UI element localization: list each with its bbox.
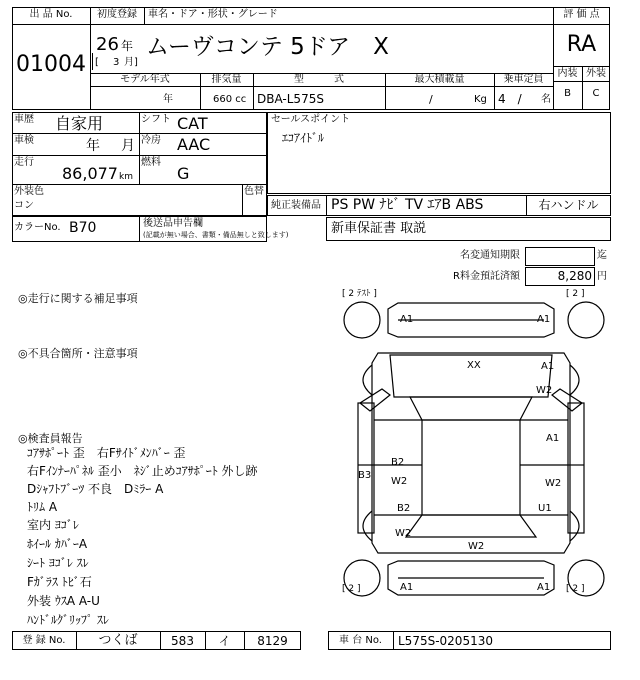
type-label: 型 式 [294, 74, 344, 85]
registration-place: つくば [98, 633, 138, 648]
divider [393, 631, 394, 650]
corner-label-br: [ 2 ] [566, 584, 585, 594]
lot-no-label: 出 品 No. [29, 9, 73, 20]
damage-mark: A1 [541, 361, 555, 372]
inspection-month: 月 [121, 138, 135, 154]
report-line: Dｼｬﾌﾄﾌﾞｰﾂ 不良 Dﾐﾗｰ A [27, 482, 164, 496]
damage-mark: A1 [537, 582, 551, 593]
interior-label: 内装 [557, 68, 578, 79]
reg-month-open: [ [95, 57, 99, 68]
chassis-number: L575S-0205130 [398, 634, 493, 648]
divider [553, 24, 610, 25]
handle: 右ハンドル [538, 198, 599, 212]
corner-label-tr: [ 2 ] [566, 289, 585, 299]
capacity-unit: 名 [541, 94, 551, 105]
bracket-mark [92, 53, 93, 70]
docs-note: (記載が無い場合、書類・備品無しと致します) [143, 231, 289, 239]
report-line: 室内 ﾖｺﾞﾚ [27, 518, 79, 532]
registration-kana: イ [218, 634, 231, 648]
damage-mark: B3 [358, 470, 372, 481]
rear-glass-outline [406, 515, 536, 537]
mileage-label: 走行 [14, 157, 34, 168]
max-load-unit: Kg [474, 94, 487, 105]
divider [12, 24, 90, 25]
usage-label: 車歴 [14, 114, 34, 125]
mirror-left-icon [360, 389, 390, 411]
model-year-label: モデル年式 [120, 74, 170, 85]
report-line: ｼｰﾄ ﾖｺﾞﾚ ｽﾚ [27, 556, 89, 570]
report-line: ﾊﾝﾄﾞﾙｸﾞﾘｯﾌﾟ ｽﾚ [27, 613, 109, 627]
docs-label: 後送品申告欄 [143, 218, 203, 229]
year-unit: 年 [121, 39, 134, 53]
docs: 新車保証書 取説 [331, 221, 427, 236]
damage-mark: W2 [536, 385, 553, 396]
sales-point-label: セールスポイント [271, 114, 351, 125]
damage-mark: B2 [391, 457, 405, 468]
registration-number: 8129 [257, 634, 288, 648]
damage-mark: U1 [538, 503, 552, 514]
divider [144, 7, 145, 24]
damage-mark: A1 [546, 433, 560, 444]
reg-month: 3 [113, 57, 120, 68]
usage: 自家用 [55, 114, 104, 133]
report-line: ｺｱｻﾎﾟｰﾄ 歪 右Fｻｲﾄﾞﾒﾝﾊﾞｰ 歪 [27, 446, 186, 460]
divider [90, 86, 553, 87]
damage-mark: W2 [545, 478, 562, 489]
vehicle-label: 車名・ドア・形状・グレード [148, 9, 278, 20]
driving-notes-title: ◎走行に関する補足事項 [18, 292, 138, 305]
mileage: 86,077 [62, 164, 118, 183]
wheel-arch [363, 365, 372, 395]
displacement: 660 cc [213, 94, 247, 105]
car-damage-diagram [330, 285, 612, 615]
windshield-outline [410, 397, 532, 420]
divider [90, 7, 91, 110]
equipment: PS PW ﾅﾋﾞ TV ｴｱB ABS [331, 197, 484, 213]
equipment-label: 純正装備品 [271, 200, 321, 211]
reg-month-unit: 月] [124, 57, 138, 68]
divider [90, 24, 553, 25]
report-line: ﾄﾘﾑ A [27, 500, 58, 514]
inspector-report-title: ◎検査員報告 [18, 432, 83, 445]
damage-mark: B2 [397, 503, 411, 514]
recycle-unit: 円 [597, 271, 607, 282]
interior-grade: B [564, 88, 571, 99]
tire-front-right-icon [568, 302, 604, 338]
damage-mark: W2 [391, 476, 408, 487]
report-line: 外装 ｳｽA A-U [27, 594, 100, 608]
damage-mark: A1 [537, 314, 551, 325]
report-line: 右Fｲﾝﾅｰﾊﾟﾈﾙ 歪小 ﾈｼﾞ止めｺｱｻﾎﾟｰﾄ 外し跡 [27, 464, 258, 478]
inspection-label: 車検 [14, 135, 34, 146]
ac: AAC [177, 135, 211, 154]
score: RA [566, 32, 597, 57]
inspection-year: 年 [86, 138, 100, 154]
recycle-amount: 8,280 [557, 269, 592, 283]
corner-label-tl: [ 2 ﾃｽﾄ ] [342, 289, 377, 299]
exterior-label: 外装 [586, 68, 606, 79]
name-change-box [525, 247, 595, 266]
wheel-arch [363, 511, 372, 541]
damage-mark: W2 [395, 528, 412, 539]
fuel: G [177, 164, 190, 183]
model-year-unit: 年 [163, 94, 173, 105]
first-reg-label: 初度登録 [97, 9, 137, 20]
divider [326, 195, 327, 216]
shift-label: シフト [141, 114, 171, 125]
color: コン [14, 200, 34, 211]
displacement-label: 排気量 [211, 74, 242, 85]
recycle-label: R料金預託済額 [453, 271, 520, 282]
max-load: / [429, 93, 433, 106]
vehicle-name: ムーヴコンテ 5ドア X [146, 34, 389, 60]
divider [12, 155, 267, 156]
defect-notes-title: ◎不具合箇所・注意事項 [18, 347, 138, 360]
damage-mark: A1 [400, 314, 414, 325]
fuel-label: 燃料 [141, 157, 161, 168]
shift: CAT [177, 114, 208, 133]
mileage-unit: km [119, 172, 133, 182]
color-no: B70 [69, 220, 97, 236]
divider [139, 112, 140, 184]
reg-year: 26 [96, 34, 119, 55]
roof-outline [422, 420, 520, 515]
name-change-label: 名変通知期限 [460, 250, 520, 261]
capacity-label: 乗車定員 [503, 74, 544, 85]
name-change-unit: 迄 [597, 250, 607, 261]
damage-mark: W2 [468, 541, 485, 552]
divider [139, 216, 140, 242]
lot-number: 01004 [16, 52, 86, 77]
sales-point: ｴｺｱｲﾄﾞﾙ [282, 131, 325, 145]
damage-mark: XX [467, 360, 481, 371]
registration-class: 583 [171, 634, 194, 648]
body-outline [372, 353, 570, 553]
report-line: Fｶﾞﾗｽ ﾄﾋﾞ石 [27, 575, 92, 589]
max-load-label: 最大積載量 [414, 74, 465, 85]
corner-label-bl: [ 2 ] [342, 584, 361, 594]
color-no-label: カラーNo. [14, 222, 61, 233]
capacity: 4 / [498, 92, 522, 106]
color-label: 外装色 [14, 186, 44, 197]
chassis-label: 車 台 No. [339, 635, 382, 646]
damage-mark: A1 [400, 582, 414, 593]
divider [12, 133, 267, 134]
registration-label: 登 録 No. [22, 635, 66, 646]
recolor-label: 色替 [244, 186, 264, 197]
ac-label: 冷房 [141, 135, 161, 146]
divider [12, 184, 267, 185]
mirror-right-icon [552, 389, 582, 411]
type: DBA-L575S [257, 92, 324, 106]
report-line: ﾎｲｰﾙ ｶﾊﾞｰA [27, 537, 88, 551]
wheel-arch [570, 365, 579, 395]
divider [242, 184, 243, 216]
exterior-grade: C [592, 88, 600, 99]
wheel-arch [570, 511, 579, 541]
tire-front-left-icon [344, 302, 380, 338]
score-label: 評 価 点 [563, 9, 600, 20]
